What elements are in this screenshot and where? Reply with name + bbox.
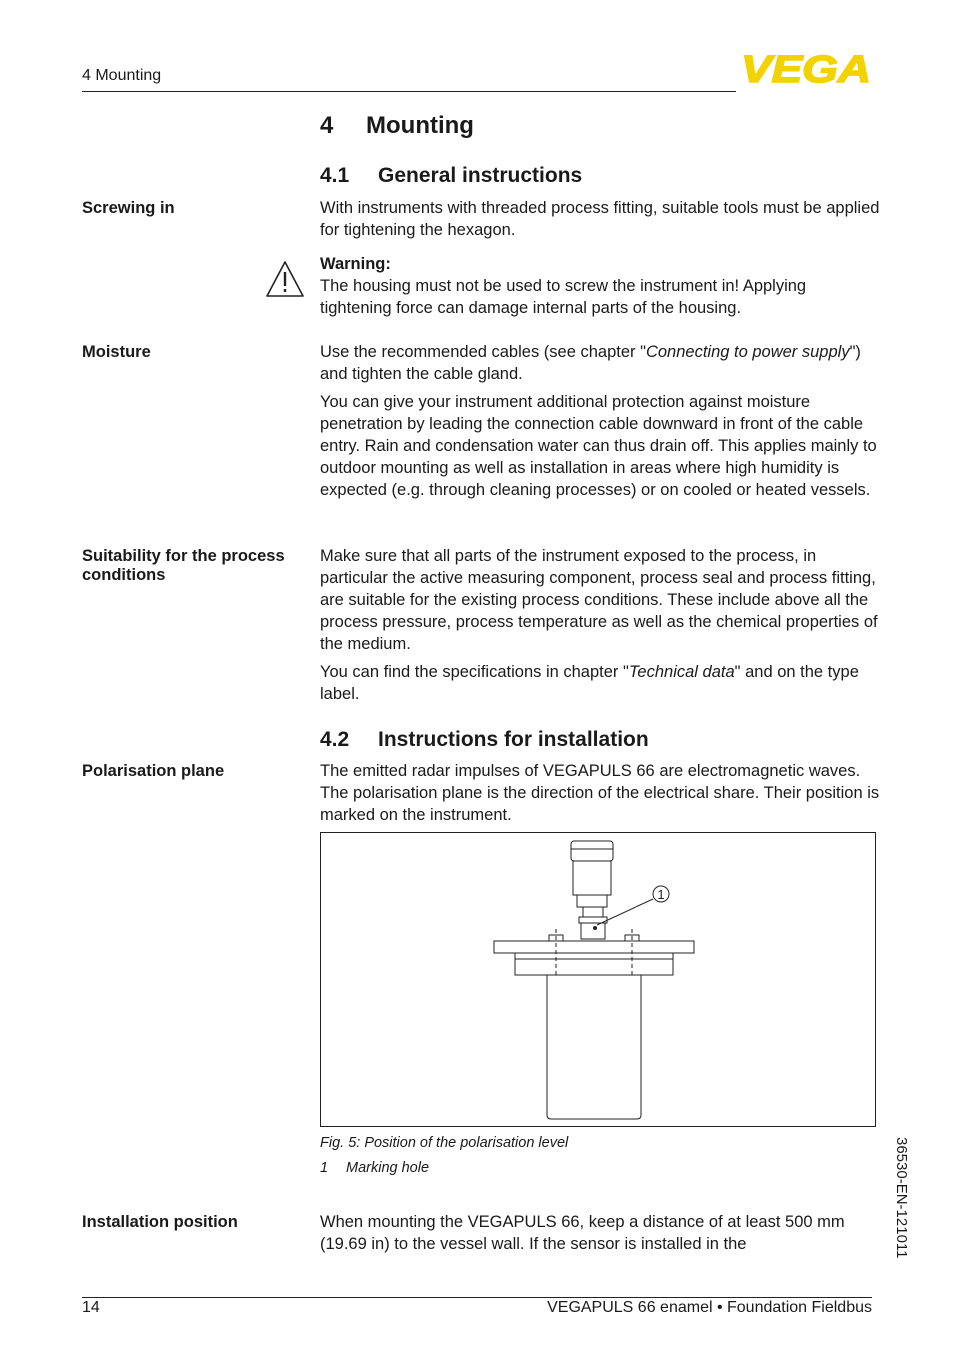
warning-triangle-icon (265, 260, 305, 298)
chapter-title-text: Mounting (366, 112, 474, 139)
figure-callout-number: 1 (657, 887, 665, 902)
figure-legend (320, 1160, 429, 1176)
suitability-paragraph-1: Make sure that all parts of the instrument exposed to the process, in particular the active measuring component, process seal and process fitting, are suitable for the existing process conditions. These include above all the process pressure, process temperature as well as the chemical properties of the medium. (320, 547, 878, 653)
moisture-p1-before: Use the recommended cables (see chapter " (320, 343, 646, 361)
document-code-vertical (892, 1137, 912, 1297)
page-number: 14 (82, 1299, 100, 1316)
warning-label: Warning: (320, 255, 391, 273)
side-label-polarisation: Polarisation plane (82, 762, 225, 780)
side-label-installation-position: Installation position (82, 1213, 238, 1231)
logo-text: VEGA (741, 52, 871, 84)
header-rule (82, 91, 736, 92)
document-code: 36530-EN-121011 (893, 1137, 910, 1259)
legend-text: Marking hole (346, 1160, 430, 1176)
section-title: General instructions (378, 164, 583, 187)
side-label-moisture: Moisture (82, 343, 151, 361)
suitability-p2-after: " and on the type label. (320, 663, 859, 703)
instrument-drawing (321, 833, 875, 1126)
figure-polarisation (320, 832, 876, 1127)
suitability-paragraph-2 (320, 661, 880, 705)
installation-position-paragraph: When mounting the VEGAPULS 66, keep a distance of at least 500 mm (19.69 in) to the vessel wall. If the sensor is installed in the (320, 1213, 845, 1253)
moisture-paragraph-1 (320, 341, 880, 385)
vega-logo (741, 52, 873, 84)
polarisation-text (320, 760, 880, 826)
section-title: Instructions for installation (378, 728, 649, 751)
warning-block (320, 253, 880, 319)
section-number: 4.1 (320, 164, 350, 187)
installation-position-text (320, 1211, 860, 1255)
section-4-1-heading (320, 164, 582, 188)
section-4-2-heading (320, 728, 649, 752)
chapter-title (320, 112, 474, 140)
figure-caption: Fig. 5: Position of the polarisation level (320, 1135, 569, 1151)
polarisation-paragraph: The emitted radar impulses of VEGAPULS 66 are electromagnetic waves. The polarisation plane is the direction of the electrical share. Their position is marked on the instrument. (320, 762, 880, 824)
footer-document-title: VEGAPULS 66 enamel • Foundation Fieldbus (547, 1299, 872, 1316)
suitability-text (320, 545, 880, 705)
moisture-p1-after: ") and tighten the cable gland. (320, 343, 861, 383)
side-label-screwing-in: Screwing in (82, 199, 175, 217)
moisture-text (320, 341, 880, 501)
warning-text: The housing must not be used to screw the instrument in! Applying tightening force can damage internal parts of the housing. (320, 277, 807, 317)
screwing-in-text (320, 197, 880, 241)
legend-number: 1 (320, 1160, 329, 1176)
moisture-paragraph-2: You can give your instrument additional protection against moisture penetration by leading the connection cable downward in front of the cable entry. Rain and condensation water can thus drain off. This applies mainly to outdoor mounting as well as installation in areas where high humidity is expected (e.g. through cleaning processes) or on cooled or heated vessels. (320, 393, 877, 499)
running-header: 4 Mounting (82, 67, 162, 84)
moisture-chapter-ref: Connecting to power supply (645, 343, 850, 361)
footer-rule (82, 1297, 872, 1298)
chapter-number: 4 (320, 112, 334, 139)
suitability-p2-before: You can find the specifications in chapter " (320, 663, 629, 681)
side-label-suitability: Suitability for the process conditions (82, 547, 285, 584)
screwing-in-paragraph: With instruments with threaded process fitting, suitable tools must be applied for tightening the hexagon. (320, 199, 880, 239)
technical-data-ref: Technical data (628, 663, 735, 681)
section-number: 4.2 (320, 728, 350, 751)
